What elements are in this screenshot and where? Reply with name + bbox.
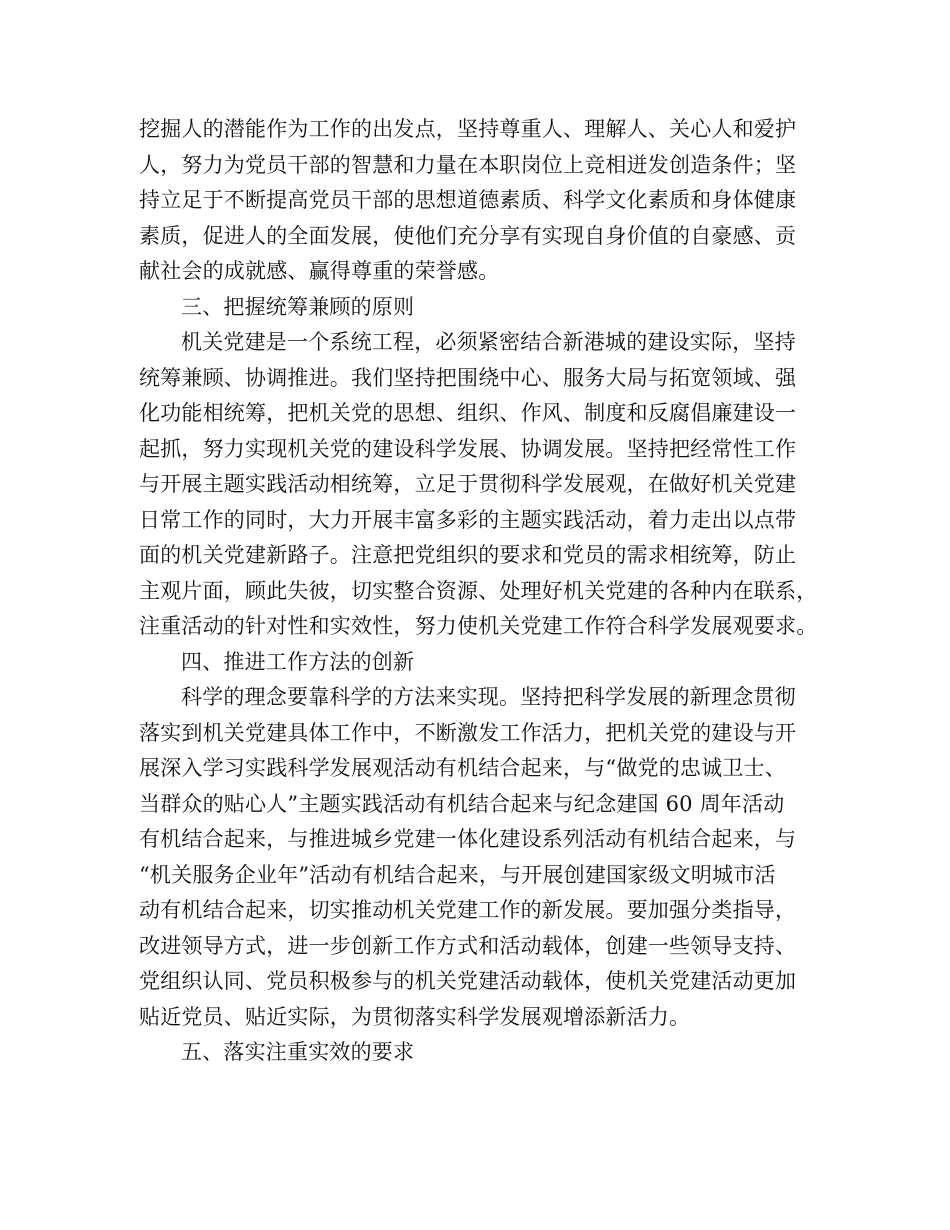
body-line: 挖掘人的潜能作为工作的出发点，坚持尊重人、理解人、关心人和爱护 xyxy=(139,117,797,141)
body-line: 日常工作的同时，大力开展丰富多彩的主题实践活动，着力走出以点带 xyxy=(139,507,797,532)
body-line: 有机结合起来，与推进城乡党建一体化建设系列活动有机结合起来，与 xyxy=(139,827,797,851)
body-line: 当群众的贴心人”主题实践活动有机结合起来与纪念建国 60 周年活动 xyxy=(139,791,785,816)
body-line: 动有机结合起来，切实推动机关党建工作的新发展。要加强分类指导， xyxy=(139,898,797,922)
body-line: 展深入学习实践科学发展观活动有机结合起来，与“做党的忠诚卫士、 xyxy=(139,756,786,780)
body-line: 面的机关党建新路子。注意把党组织的要求和党员的需求相统筹，防止 xyxy=(139,543,797,567)
body-line: “机关服务企业年”活动有机结合起来，与开展创建国家级文明城市活 xyxy=(139,862,776,887)
body-line: 献社会的成就感、赢得尊重的荣誉感。 xyxy=(139,259,500,283)
body-line: 人，努力为党员干部的智慧和力量在本职岗位上竞相迸发创造条件；坚 xyxy=(139,152,797,177)
body-line: 主观片面，顾此失彼，切实整合资源、处理好机关党建的各种内在联系， xyxy=(139,578,818,603)
body-line: 统筹兼顾、协调推进。我们坚持把围绕中心、服务大局与拓宽领域、强 xyxy=(139,365,797,390)
body-line: 化功能相统筹，把机关党的思想、组织、作风、制度和反腐倡廉建设一 xyxy=(139,401,797,425)
section-heading-5: 五、落实注重实效的要求 xyxy=(181,1040,415,1064)
body-line: 党组织认同、党员积极参与的机关党建活动载体，使机关党建活动更加 xyxy=(139,969,797,993)
paragraph-start-line: 科学的理念要靠科学的方法来实现。坚持把科学发展的新理念贯彻 xyxy=(181,685,796,709)
body-line: 贴近党员、贴近实际，为贯彻落实科学发展观增添新活力。 xyxy=(139,1004,691,1029)
body-line: 起抓，努力实现机关党的建设科学发展、协调发展。坚持把经常性工作 xyxy=(139,436,797,461)
body-line: 改进领导方式，进一步创新工作方式和活动载体，创建一些领导支持、 xyxy=(139,933,797,958)
body-line: 落实到机关党建具体工作中，不断激发工作活力，把机关党的建设与开 xyxy=(139,720,797,745)
section-heading-4: 四、推进工作方法的创新 xyxy=(181,649,415,674)
paragraph-start-line: 机关党建是一个系统工程，必须紧密结合新港城的建设实际，坚持 xyxy=(181,330,796,354)
body-line: 与开展主题实践活动相统筹，立足于贯彻科学发展观，在做好机关党建 xyxy=(139,472,797,496)
section-heading-3: 三、把握统筹兼顾的原则 xyxy=(181,294,415,319)
body-line: 素质，促进人的全面发展，使他们充分享有实现自身价值的自豪感、贡 xyxy=(139,223,797,248)
body-line: 注重活动的针对性和实效性，努力使机关党建工作符合科学发展观要求。 xyxy=(139,614,818,638)
body-line: 持立足于不断提高党员干部的思想道德素质、科学文化素质和身体健康 xyxy=(139,188,797,212)
document-body xyxy=(139,112,819,1071)
